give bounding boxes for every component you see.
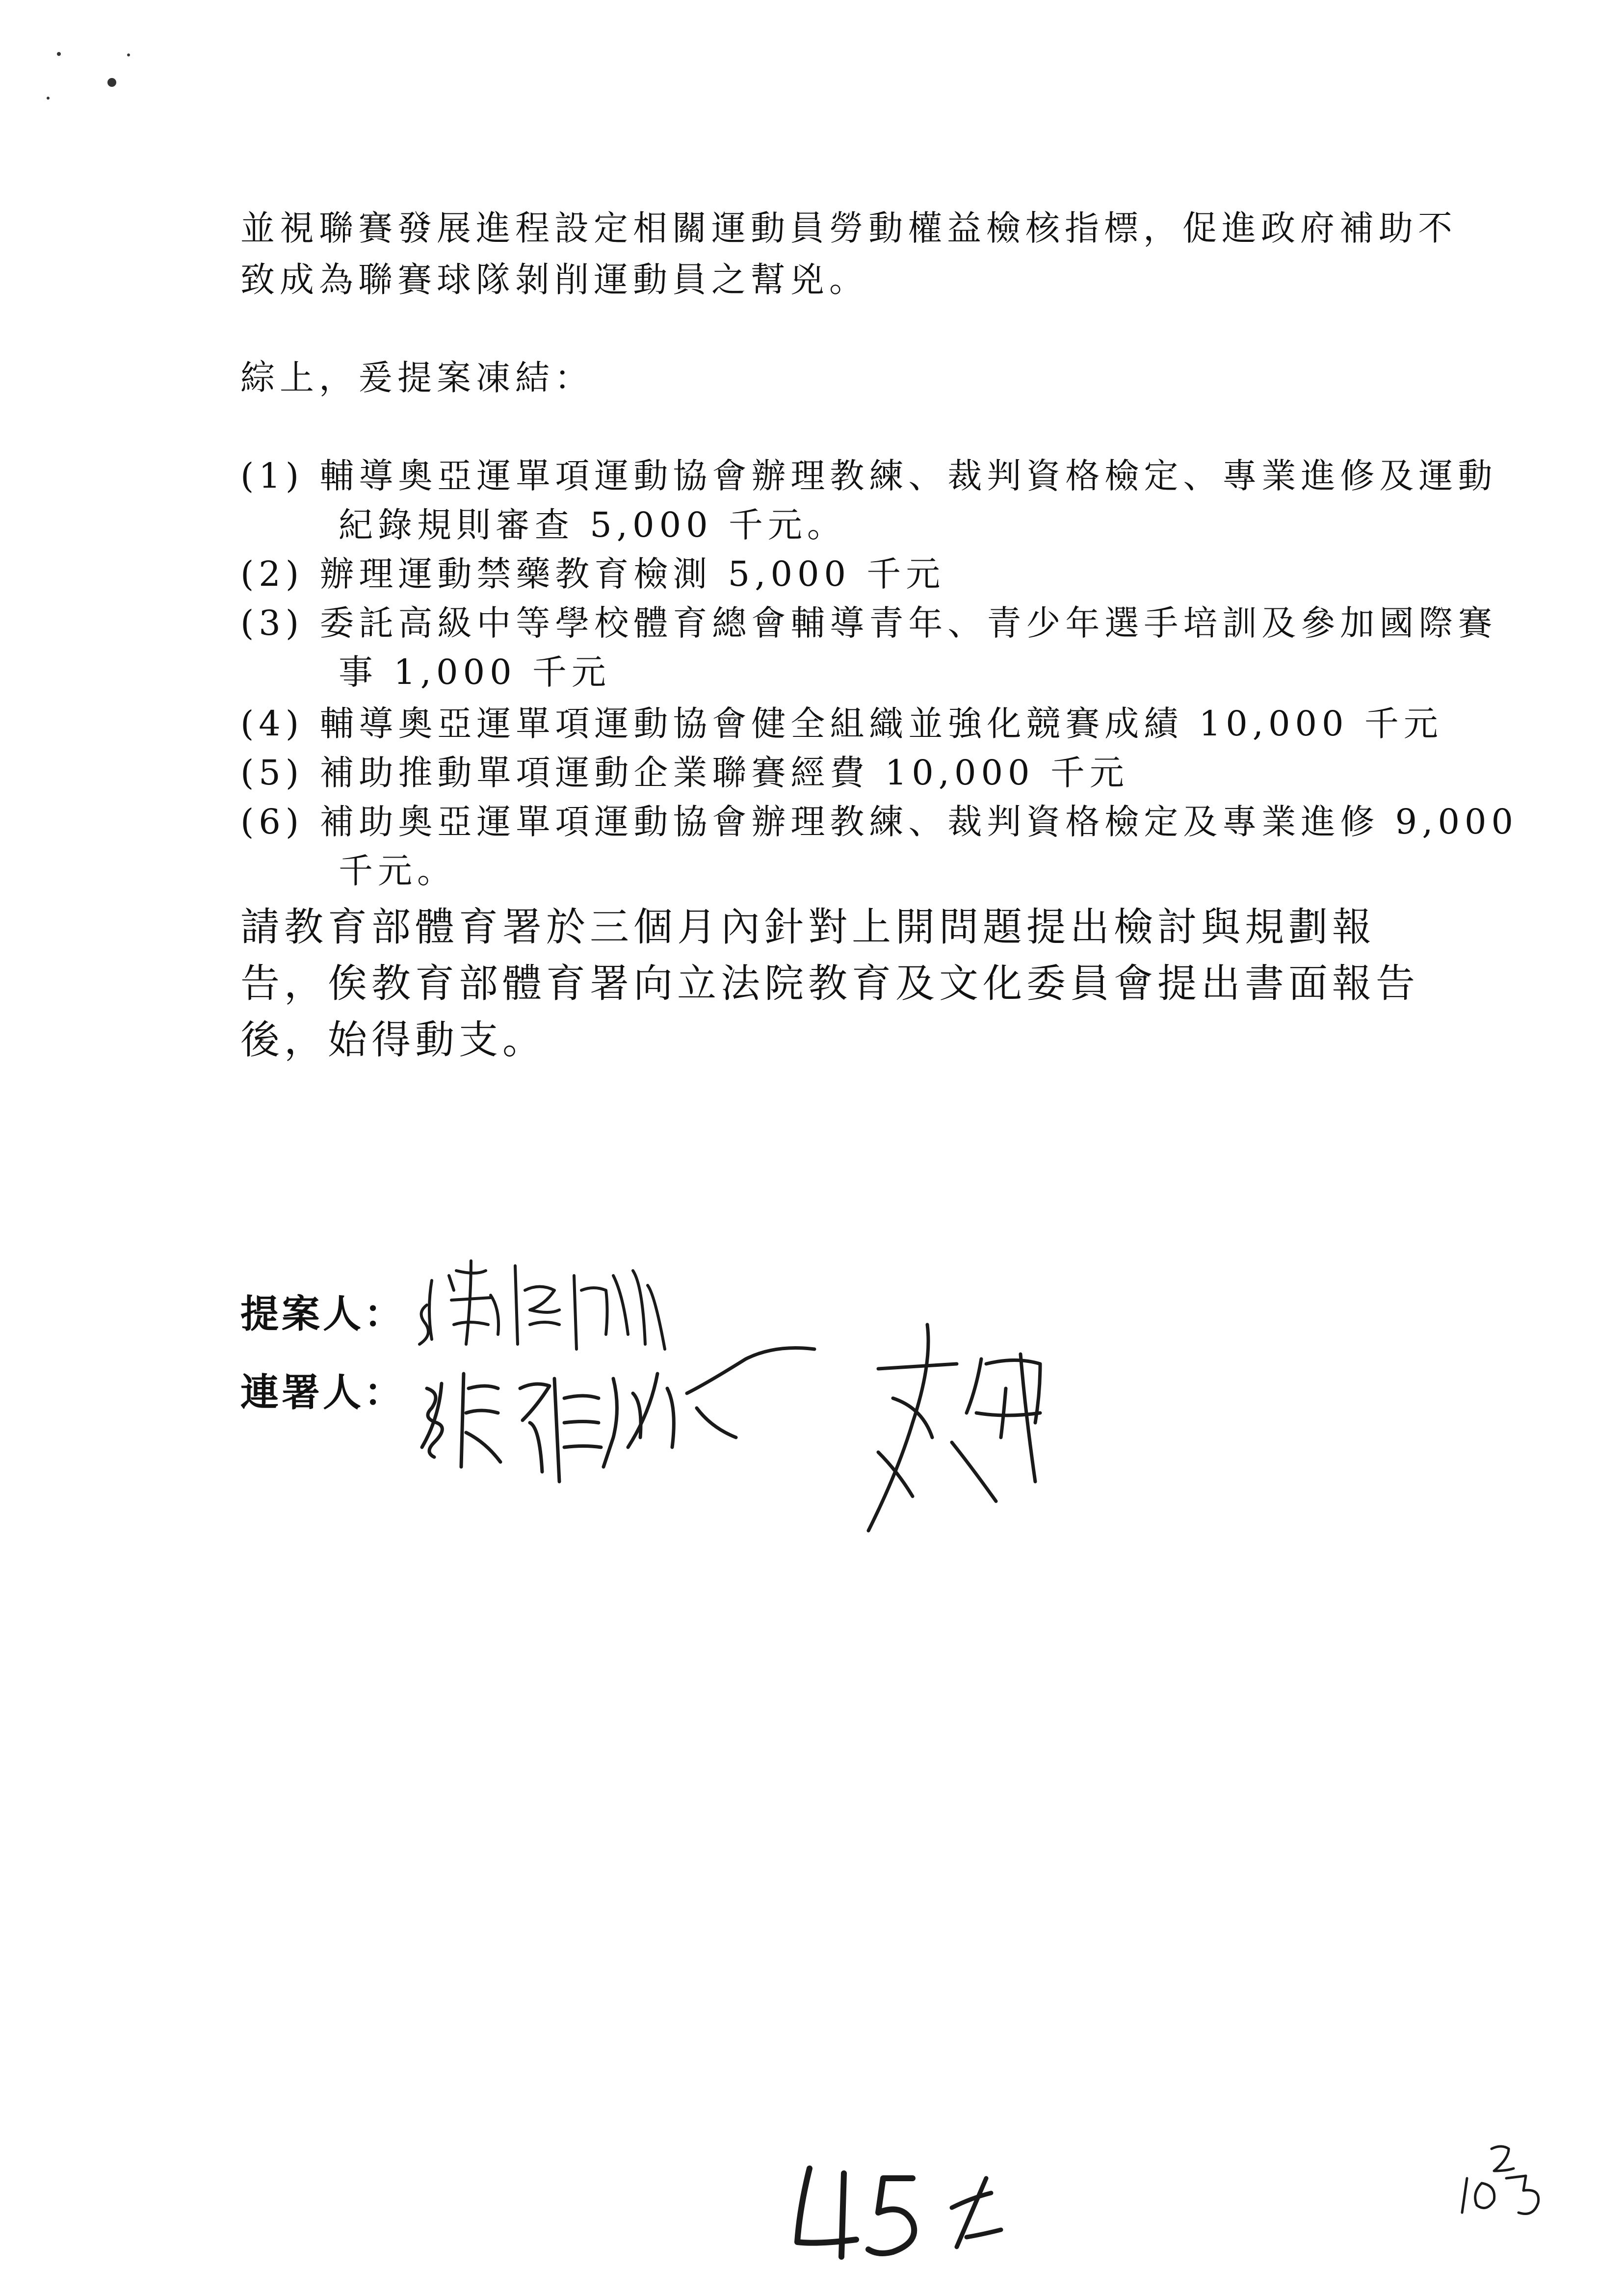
proposer-signature — [419, 1261, 665, 1349]
list-item-6-line-2: 千元。 — [339, 851, 456, 891]
list-item-1-line-2: 紀錄規則審查 5,000 千元。 — [339, 505, 846, 545]
handwritten-corner-note — [1462, 2146, 1539, 2214]
cosigner-signature-2 — [868, 1325, 1040, 1531]
intro-line-2: 致成為聯賽球隊剝削運動員之幫兇。 — [240, 260, 868, 300]
list-item-4-line-1: (4) 輔導奧亞運單項運動協會健全組織並強化競賽成績 10,000 千元 — [240, 704, 1443, 744]
list-item-3-line-2: 事 1,000 千元 — [339, 652, 611, 692]
request-line-2: 告，俟教育部體育署向立法院教育及文化委員會提出書面報告 — [240, 961, 1419, 1006]
list-item-1-line-1: (1) 輔導奧亞運單項運動協會辦理教練、裁判資格檢定、專業進修及運動 — [240, 456, 1497, 496]
list-item-3-line-1: (3) 委託高級中等學校體育總會輔導青年、青少年選手培訓及參加國際賽 — [240, 603, 1497, 643]
handwritten-page-number — [797, 2168, 1001, 2257]
cosigner-signature-1 — [422, 1348, 814, 1482]
list-item-5-line-1: (5) 補助推動單項運動企業聯賽經費 10,000 千元 — [240, 753, 1129, 793]
request-line-1: 請教育部體育署於三個月內針對上開問題提出檢討與規劃報 — [240, 904, 1376, 950]
summary-heading: 綜上，爰提案凍結： — [240, 358, 594, 398]
request-line-3: 後，始得動支。 — [240, 1017, 546, 1063]
proposer-label: 提案人： — [240, 1292, 406, 1336]
cosigner-label: 連署人： — [240, 1371, 406, 1415]
scan-specks — [47, 52, 130, 100]
list-item-6-line-1: (6) 補助奧亞運單項運動協會辦理教練、裁判資格檢定及專業進修 9,000 — [240, 802, 1519, 842]
list-item-2-line-1: (2) 辦理運動禁藥教育檢測 5,000 千元 — [240, 554, 945, 594]
intro-line-1: 並視聯賽發展進程設定相關運動員勞動權益檢核指標，促進政府補助不 — [240, 208, 1457, 248]
